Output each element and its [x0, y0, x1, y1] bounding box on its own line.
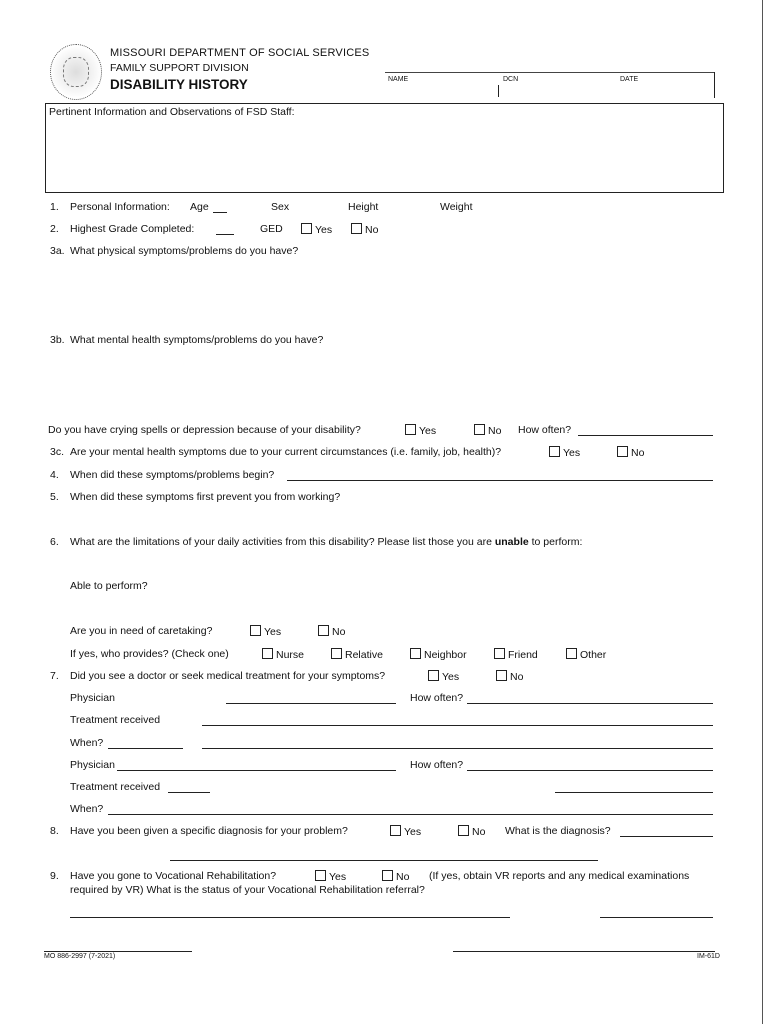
q3c-number: 3c. [50, 446, 65, 458]
treatment-1-label: Treatment received [70, 714, 161, 726]
q6-number: 6. [50, 536, 59, 548]
neighbor-label: Neighbor [424, 649, 467, 661]
q8-yes-checkbox[interactable] [390, 825, 421, 838]
crying-label: Do you have crying spells or depression because of your disability? [48, 424, 361, 436]
crying-how-often-label: How often? [518, 424, 572, 436]
when-2-label: When? [70, 803, 104, 815]
q9-yes-label: Yes [329, 871, 347, 883]
caretaking-yes-checkbox[interactable] [250, 625, 281, 638]
relative-checkbox[interactable] [331, 648, 383, 661]
q8-no-checkbox[interactable] [458, 825, 485, 838]
q3c-no-checkbox[interactable] [617, 446, 644, 459]
q3c-yes-checkbox[interactable] [549, 446, 580, 459]
diagnosis-label: What is the diagnosis? [505, 825, 611, 837]
caretaking-yes-label: Yes [264, 626, 282, 638]
q8-number: 8. [50, 825, 59, 837]
q5-number: 5. [50, 491, 59, 503]
ged-yes-checkbox[interactable] [301, 223, 332, 236]
other-checkbox[interactable] [566, 648, 606, 661]
q7-yes-label: Yes [442, 671, 460, 683]
q7-number: 7. [50, 670, 59, 682]
crying-no-checkbox[interactable] [474, 424, 501, 437]
form-id: MO 886-2997 (7-2021) [44, 953, 116, 960]
ged-no-label: No [365, 224, 379, 236]
when-1-label: When? [70, 737, 104, 749]
ged-yes-label: Yes [315, 224, 333, 236]
q2-number: 2. [50, 223, 59, 235]
q8-no-label: No [472, 826, 486, 838]
other-label: Other [580, 649, 607, 661]
caretaking-no-label: No [332, 626, 346, 638]
friend-label: Friend [508, 649, 538, 661]
q9-status-label: required by VR) What is the status of your Vocational Rehabilitation referral? [70, 884, 425, 896]
name-label: NAME [388, 76, 409, 83]
q9-yes-checkbox[interactable] [315, 870, 346, 883]
staff-observations-label: Pertinent Information and Observations of FSD Staff: [49, 106, 295, 118]
q1-number: 1. [50, 201, 59, 213]
q9-note: (If yes, obtain VR reports and any medical examinations [429, 870, 690, 882]
q3a-number: 3a. [50, 245, 65, 257]
caretaking-no-checkbox[interactable] [318, 625, 345, 638]
department-name: MISSOURI DEPARTMENT OF SOCIAL SERVICES [110, 47, 370, 59]
neighbor-checkbox[interactable] [410, 648, 467, 661]
physician-2-label: Physician [70, 759, 115, 771]
q9-no-label: No [396, 871, 410, 883]
sex-label: Sex [271, 201, 290, 213]
q7-no-label: No [510, 671, 524, 683]
q1-label: Personal Information: [70, 201, 170, 213]
q9-label: Have you gone to Vocational Rehabilitation? [70, 870, 277, 882]
q7-no-checkbox[interactable] [496, 670, 523, 683]
ged-label: GED [260, 223, 283, 235]
form-title: DISABILITY HISTORY [110, 77, 248, 92]
q3c-yes-label: Yes [563, 447, 581, 459]
q3c-label: Are your mental health symptoms due to your current circumstances (i.e. family, job, health)? [70, 446, 502, 458]
state-seal-icon [50, 44, 102, 100]
friend-checkbox[interactable] [494, 648, 538, 661]
q2-label: Highest Grade Completed: [70, 223, 195, 235]
dcn-label: DCN [503, 76, 519, 83]
q8-label: Have you been given a specific diagnosis for your problem? [70, 825, 348, 837]
nurse-label: Nurse [276, 649, 305, 661]
q9-number: 9. [50, 870, 59, 882]
q3a-label: What physical symptoms/problems do you have? [70, 245, 299, 257]
crying-yes-checkbox[interactable] [405, 424, 436, 437]
q5-label: When did these symptoms first prevent you from working? [70, 491, 341, 503]
q6-label: What are the limitations of your daily activities from this disability? Please list those you are unable to perform: [70, 536, 583, 548]
q7-label: Did you see a doctor or seek medical treatment for your symptoms? [70, 670, 386, 682]
nurse-checkbox[interactable] [262, 648, 304, 661]
q8-yes-label: Yes [404, 826, 422, 838]
form-code: IM-61D [697, 953, 720, 960]
physician-1-label: Physician [70, 692, 115, 704]
relative-label: Relative [345, 649, 383, 661]
ged-no-checkbox[interactable] [351, 223, 378, 236]
weight-label: Weight [440, 201, 473, 213]
q4-label: When did these symptoms/problems begin? [70, 469, 275, 481]
crying-yes-label: Yes [419, 425, 437, 437]
division-name: FAMILY SUPPORT DIVISION [110, 62, 249, 74]
crying-no-label: No [488, 425, 502, 437]
date-label: DATE [620, 76, 639, 83]
caretaking-label: Are you in need of caretaking? [70, 625, 213, 637]
age-label: Age [190, 201, 209, 213]
page-edge-line [762, 0, 763, 1024]
q7-yes-checkbox[interactable] [428, 670, 459, 683]
treatment-2-label: Treatment received [70, 781, 161, 793]
how-often-2-label: How often? [410, 759, 464, 771]
q4-number: 4. [50, 469, 59, 481]
who-provides-label: If yes, who provides? (Check one) [70, 648, 229, 660]
q3b-number: 3b. [50, 334, 65, 346]
q9-no-checkbox[interactable] [382, 870, 409, 883]
how-often-1-label: How often? [410, 692, 464, 704]
q3c-no-label: No [631, 447, 645, 459]
height-label: Height [348, 201, 379, 213]
q3b-label: What mental health symptoms/problems do you have? [70, 334, 324, 346]
able-to-perform-label: Able to perform? [70, 580, 148, 592]
